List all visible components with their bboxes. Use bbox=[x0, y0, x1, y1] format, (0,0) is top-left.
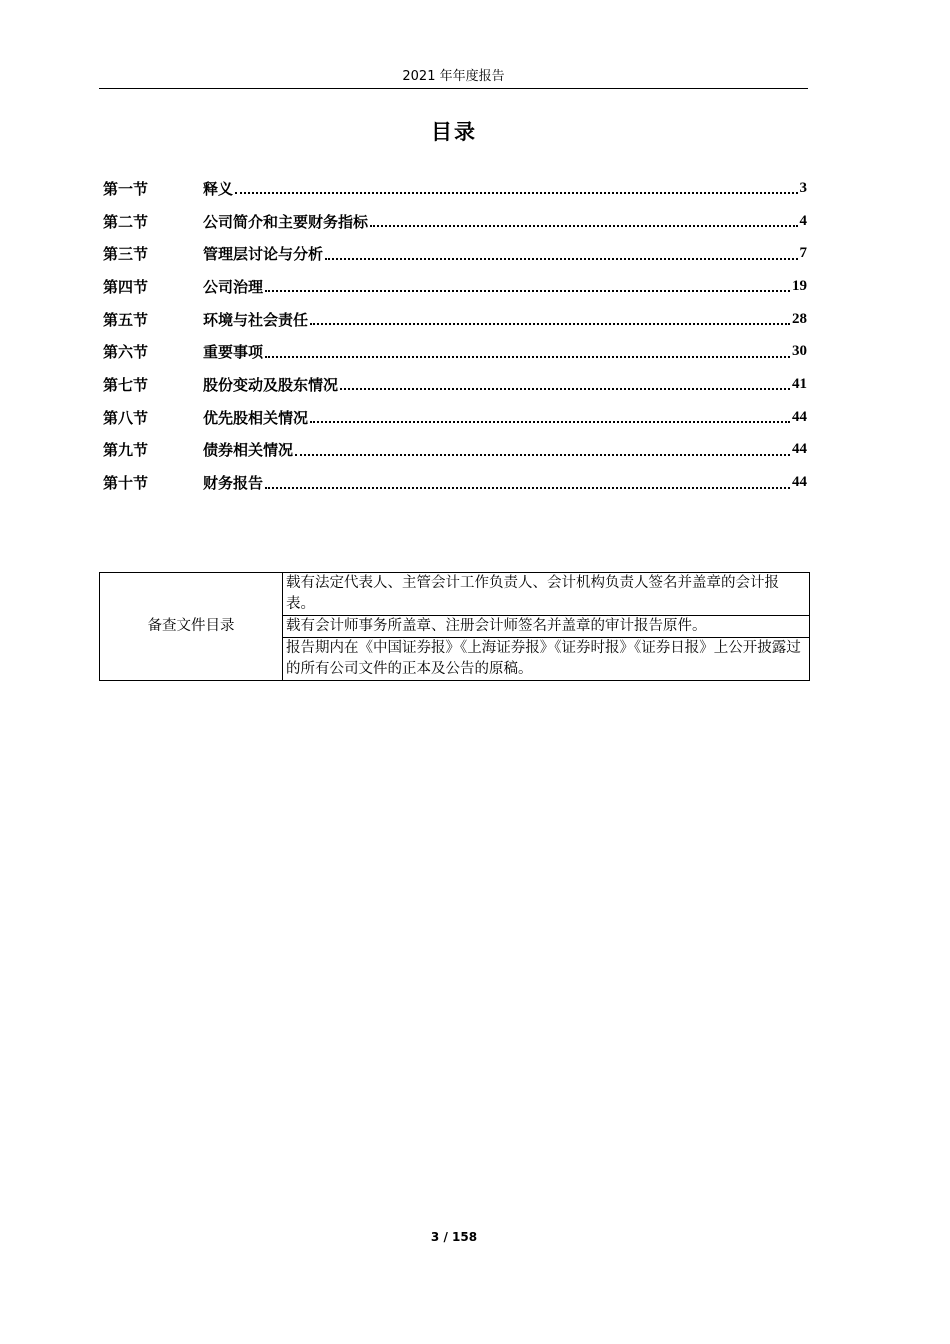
toc-section-title: 公司简介和主要财务指标 bbox=[203, 212, 369, 231]
toc-page-number: 28 bbox=[792, 310, 807, 327]
toc-section-title: 优先股相关情况 bbox=[203, 408, 309, 427]
reference-doc-item: 报告期内在《中国证券报》《上海证券报》《证券时报》《证券日报》上公开披露过的所有公司文件的正本及公告的原稿。 bbox=[283, 638, 810, 681]
toc-dot-leader bbox=[310, 323, 790, 325]
toc-dot-leader bbox=[295, 454, 790, 456]
toc-entry-1[interactable] bbox=[103, 172, 807, 205]
toc-entry-4[interactable] bbox=[103, 270, 807, 303]
table-row bbox=[100, 573, 810, 616]
reference-doc-item: 载有会计师事务所盖章、注册会计师签名并盖章的审计报告原件。 bbox=[283, 616, 810, 638]
toc-section-title: 管理层讨论与分析 bbox=[203, 245, 324, 264]
reference-doc-item: 载有法定代表人、主管会计工作负责人、会计机构负责人签名并盖章的会计报表。 bbox=[283, 573, 810, 616]
toc-section-number: 第四节 bbox=[103, 277, 149, 296]
toc-section-number: 第十节 bbox=[103, 474, 149, 493]
toc-entry-2[interactable] bbox=[103, 205, 807, 238]
toc-dot-leader bbox=[370, 225, 797, 227]
toc-entry-7[interactable] bbox=[103, 368, 807, 401]
toc-section-number: 第九节 bbox=[103, 441, 149, 460]
reference-documents-table bbox=[99, 572, 810, 681]
header-rule bbox=[99, 88, 808, 89]
table-of-contents bbox=[103, 172, 807, 499]
toc-section-title: 环境与社会责任 bbox=[203, 310, 309, 329]
toc-entry-3[interactable] bbox=[103, 237, 807, 270]
toc-entry-10[interactable] bbox=[103, 466, 807, 499]
toc-page-number: 7 bbox=[799, 245, 807, 262]
toc-page-number: 4 bbox=[799, 212, 807, 229]
toc-page-number: 44 bbox=[792, 441, 807, 458]
toc-dot-leader bbox=[265, 487, 790, 489]
toc-dot-leader bbox=[325, 258, 797, 260]
page-title: 目录 bbox=[431, 120, 477, 144]
toc-dot-leader bbox=[265, 290, 790, 292]
toc-page-number: 30 bbox=[792, 343, 807, 360]
toc-section-title: 债券相关情况 bbox=[203, 441, 294, 460]
toc-section-number: 第八节 bbox=[103, 408, 149, 427]
toc-dot-leader bbox=[310, 421, 790, 423]
running-header: 2021 年年度报告 bbox=[402, 69, 505, 84]
toc-dot-leader bbox=[340, 388, 790, 390]
toc-section-title: 财务报告 bbox=[203, 474, 264, 493]
toc-page-number: 41 bbox=[792, 375, 807, 392]
toc-section-number: 第六节 bbox=[103, 343, 149, 362]
toc-section-title: 重要事项 bbox=[203, 343, 264, 362]
toc-entry-8[interactable] bbox=[103, 401, 807, 434]
toc-section-title: 释义 bbox=[203, 179, 234, 198]
toc-section-title: 公司治理 bbox=[203, 277, 264, 296]
reference-docs-label: 备查文件目录 bbox=[100, 573, 283, 681]
toc-section-number: 第一节 bbox=[103, 179, 149, 198]
toc-section-number: 第三节 bbox=[103, 245, 149, 264]
toc-page-number: 3 bbox=[799, 179, 807, 196]
toc-page-number: 19 bbox=[792, 277, 807, 294]
page-number: 3 / 158 bbox=[430, 1230, 478, 1244]
toc-entry-9[interactable] bbox=[103, 434, 807, 467]
toc-section-number: 第七节 bbox=[103, 375, 149, 394]
toc-dot-leader bbox=[235, 192, 797, 194]
toc-page-number: 44 bbox=[792, 474, 807, 491]
toc-section-number: 第五节 bbox=[103, 310, 149, 329]
toc-entry-5[interactable] bbox=[103, 303, 807, 336]
toc-dot-leader bbox=[265, 356, 790, 358]
toc-section-number: 第二节 bbox=[103, 212, 149, 231]
toc-section-title: 股份变动及股东情况 bbox=[203, 375, 339, 394]
toc-entry-6[interactable] bbox=[103, 335, 807, 368]
toc-page-number: 44 bbox=[792, 408, 807, 425]
